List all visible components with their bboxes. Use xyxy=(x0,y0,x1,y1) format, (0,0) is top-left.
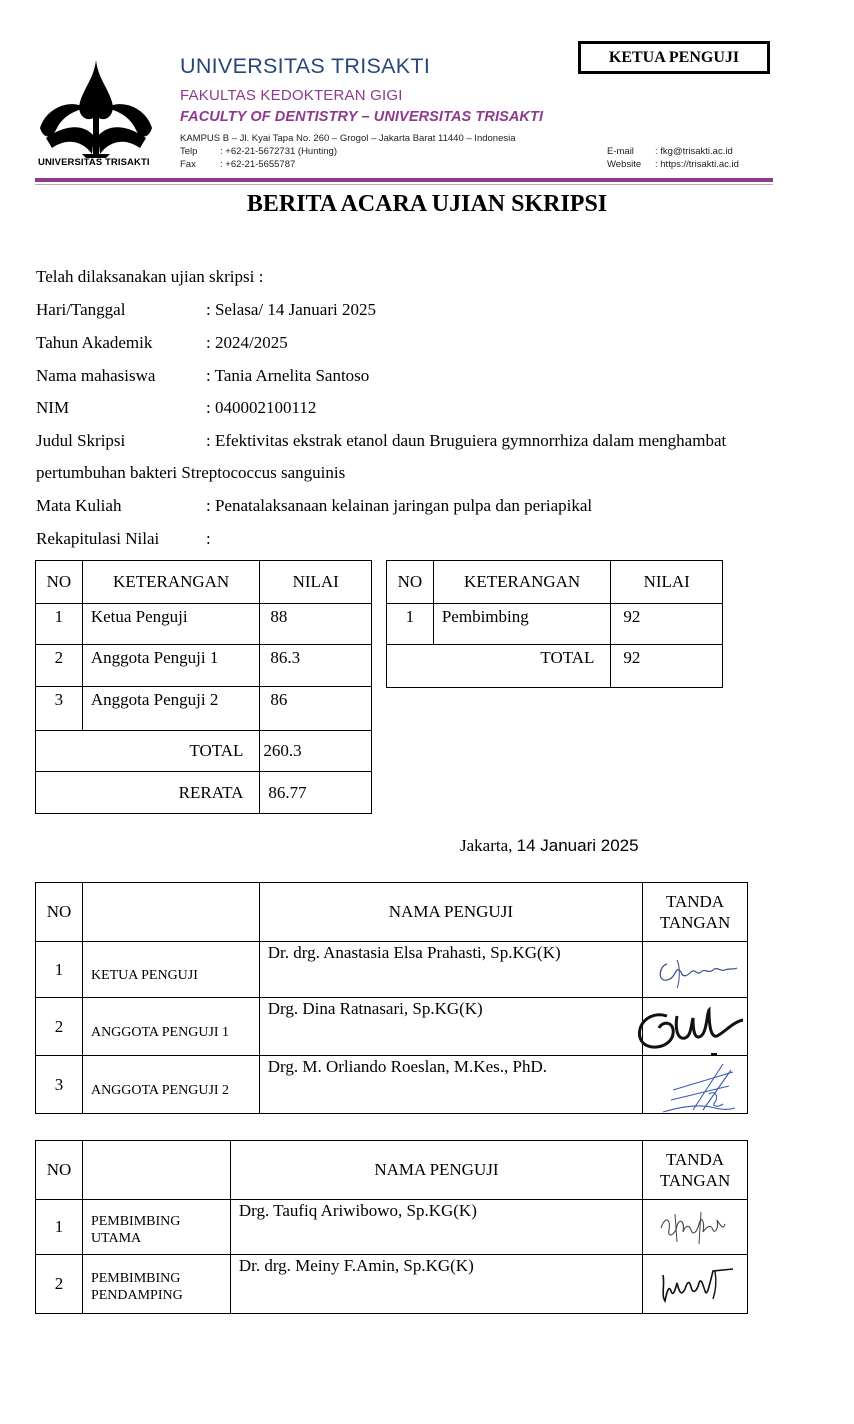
row-no: 3 xyxy=(36,1056,83,1114)
signature-2 xyxy=(633,998,748,1060)
row-no: 2 xyxy=(36,1255,83,1314)
logo-caption: UNIVERSITAS TRISAKTI xyxy=(38,157,150,168)
table-header-row xyxy=(36,561,372,604)
row-no: 1 xyxy=(36,604,83,645)
table-row xyxy=(36,687,372,731)
field-label-nama: Nama mahasiswa xyxy=(36,366,156,385)
campus-address: KAMPUS B – Jl. Kyai Tapa No. 260 – Grogol – Jakarta Barat 11440 – Indonesia xyxy=(180,133,516,144)
table-row xyxy=(387,604,723,645)
row-role: PEMBIMBING PENDAMPING xyxy=(82,1255,230,1314)
field-value-judul: : Efektivitas ekstrak etanol daun Bruguiera gymnorrhiza dalam menghambat xyxy=(206,431,727,450)
field-label-judul: Judul Skripsi xyxy=(36,431,126,450)
table-row xyxy=(36,1056,748,1114)
role-box: KETUA PENGUJI xyxy=(578,41,770,74)
row-no: 2 xyxy=(36,998,83,1056)
column-header-nilai: NILAI xyxy=(611,561,723,604)
average-value: 86.77 xyxy=(260,772,372,814)
document-title: BERITA ACARA UJIAN SKRIPSI xyxy=(246,191,608,217)
place-date xyxy=(460,836,639,856)
field-label-mata-kuliah: Mata Kuliah xyxy=(36,496,122,515)
row-keterangan: Pembimbing xyxy=(433,604,611,645)
score-table-supervisor xyxy=(386,560,723,688)
field-value-nama: : Tania Arnelita Santoso xyxy=(206,366,370,385)
field-value-rekapitulasi: : xyxy=(206,529,211,548)
university-name: UNIVERSITAS TRISAKTI xyxy=(180,54,431,78)
column-header-role xyxy=(82,1141,230,1200)
table-header-row xyxy=(36,883,748,942)
field-value-mata-kuliah: : Penatalaksanaan kelainan jaringan pulpa dan periapikal xyxy=(206,496,593,515)
faculty-name: FAKULTAS KEDOKTERAN GIGI xyxy=(180,87,403,104)
row-name: Dr. drg. Anastasia Elsa Prahasti, Sp.KG(K) xyxy=(259,942,642,998)
examiners-signature-table xyxy=(35,882,748,1114)
row-name: Dr. drg. Meiny F.Amin, Sp.KG(K) xyxy=(230,1255,642,1314)
column-header-nama-penguji: NAMA PENGUJI xyxy=(259,883,642,942)
row-nilai: 86 xyxy=(260,687,372,731)
signature-cell xyxy=(643,942,748,998)
telp-value: : +62-21-5672731 (Hunting) xyxy=(220,146,337,157)
signature-cell xyxy=(643,998,748,1056)
table-row xyxy=(36,1255,748,1314)
table-row xyxy=(36,942,748,998)
column-header-role xyxy=(82,883,259,942)
column-header-nilai: NILAI xyxy=(260,561,372,604)
faculty-name-en: FACULTY OF DENTISTRY – UNIVERSITAS TRISAKTI xyxy=(180,109,544,125)
email-label: E-mail xyxy=(607,146,634,157)
table-header-row xyxy=(36,1141,748,1200)
score-table-examiners xyxy=(35,560,372,814)
table-row xyxy=(36,604,372,645)
field-label-rekapitulasi: Rekapitulasi Nilai xyxy=(36,529,160,548)
table-row xyxy=(36,1200,748,1255)
row-keterangan: Anggota Penguji 1 xyxy=(82,645,260,687)
total-value: 260.3 xyxy=(260,731,372,772)
fax-value: : +62-21-5655787 xyxy=(220,159,296,170)
email-value: : fkg@trisakti.ac.id xyxy=(655,146,733,157)
row-no: 1 xyxy=(387,604,434,645)
signature-1 xyxy=(653,950,743,990)
total-label: TOTAL xyxy=(36,731,260,772)
column-header-keterangan: KETERANGAN xyxy=(82,561,260,604)
field-label-hari-tanggal: Hari/Tanggal xyxy=(36,300,126,319)
intro-text: Telah dilaksanakan ujian skripsi : xyxy=(36,267,264,286)
field-value-hari-tanggal: : Selasa/ 14 Januari 2025 xyxy=(206,300,376,319)
header-divider xyxy=(35,178,773,182)
table-row xyxy=(36,645,372,687)
column-header-no: NO xyxy=(36,561,83,604)
supervisors-signature-table xyxy=(35,1140,748,1314)
field-label-tahun-akademik: Tahun Akademik xyxy=(36,333,153,352)
column-header-nama-penguji: NAMA PENGUJI xyxy=(230,1141,642,1200)
signature-5 xyxy=(657,1261,737,1307)
average-label: RERATA xyxy=(36,772,260,814)
field-value-tahun-akademik: : 2024/2025 xyxy=(206,333,288,352)
row-role: ANGGOTA PENGUJI 2 xyxy=(82,1056,259,1114)
header-divider-thin xyxy=(35,184,773,185)
row-nilai: 86.3 xyxy=(260,645,372,687)
column-header-tanda-tangan: TANDA TANGAN xyxy=(643,1141,748,1200)
average-row xyxy=(36,772,372,814)
table-row xyxy=(36,998,748,1056)
row-no: 1 xyxy=(36,942,83,998)
total-label: TOTAL xyxy=(387,645,611,688)
website-value: : https://trisakti.ac.id xyxy=(655,159,739,170)
signature-cell xyxy=(643,1255,748,1314)
row-name: Drg. Dina Ratnasari, Sp.KG(K) xyxy=(259,998,642,1056)
signature-cell xyxy=(643,1056,748,1114)
row-role: KETUA PENGUJI xyxy=(82,942,259,998)
total-row xyxy=(36,731,372,772)
row-nilai: 88 xyxy=(260,604,372,645)
row-nilai: 92 xyxy=(611,604,723,645)
field-value-nim: : 040002100112 xyxy=(206,398,317,417)
date: 14 Januari 2025 xyxy=(516,836,639,855)
website-label: Website xyxy=(607,159,642,170)
total-value: 92 xyxy=(611,645,723,688)
row-name: Drg. Taufiq Ariwibowo, Sp.KG(K) xyxy=(230,1200,642,1255)
signature-4 xyxy=(655,1206,735,1248)
university-logo xyxy=(36,58,156,170)
signature-cell xyxy=(643,1200,748,1255)
column-header-no: NO xyxy=(387,561,434,604)
row-role: ANGGOTA PENGUJI 1 xyxy=(82,998,259,1056)
row-role: PEMBIMBING UTAMA xyxy=(82,1200,230,1255)
row-no: 3 xyxy=(36,687,83,731)
row-no: 2 xyxy=(36,645,83,687)
signature-3 xyxy=(653,1060,743,1116)
field-label-nim: NIM xyxy=(36,398,70,417)
column-header-keterangan: KETERANGAN xyxy=(433,561,611,604)
field-value-judul-continuation: pertumbuhan bakteri Streptococcus sanguinis xyxy=(36,463,346,482)
fax-label: Fax xyxy=(180,159,196,170)
column-header-no: NO xyxy=(36,883,83,942)
total-row xyxy=(387,645,723,688)
row-name: Drg. M. Orliando Roeslan, M.Kes., PhD. xyxy=(259,1056,642,1114)
column-header-no: NO xyxy=(36,1141,83,1200)
telp-label: Telp xyxy=(180,146,198,157)
table-header-row xyxy=(387,561,723,604)
row-keterangan: Anggota Penguji 2 xyxy=(82,687,260,731)
column-header-tanda-tangan: TANDA TANGAN xyxy=(643,883,748,942)
row-no: 1 xyxy=(36,1200,83,1255)
row-keterangan: Ketua Penguji xyxy=(82,604,260,645)
place: Jakarta, xyxy=(460,836,517,855)
